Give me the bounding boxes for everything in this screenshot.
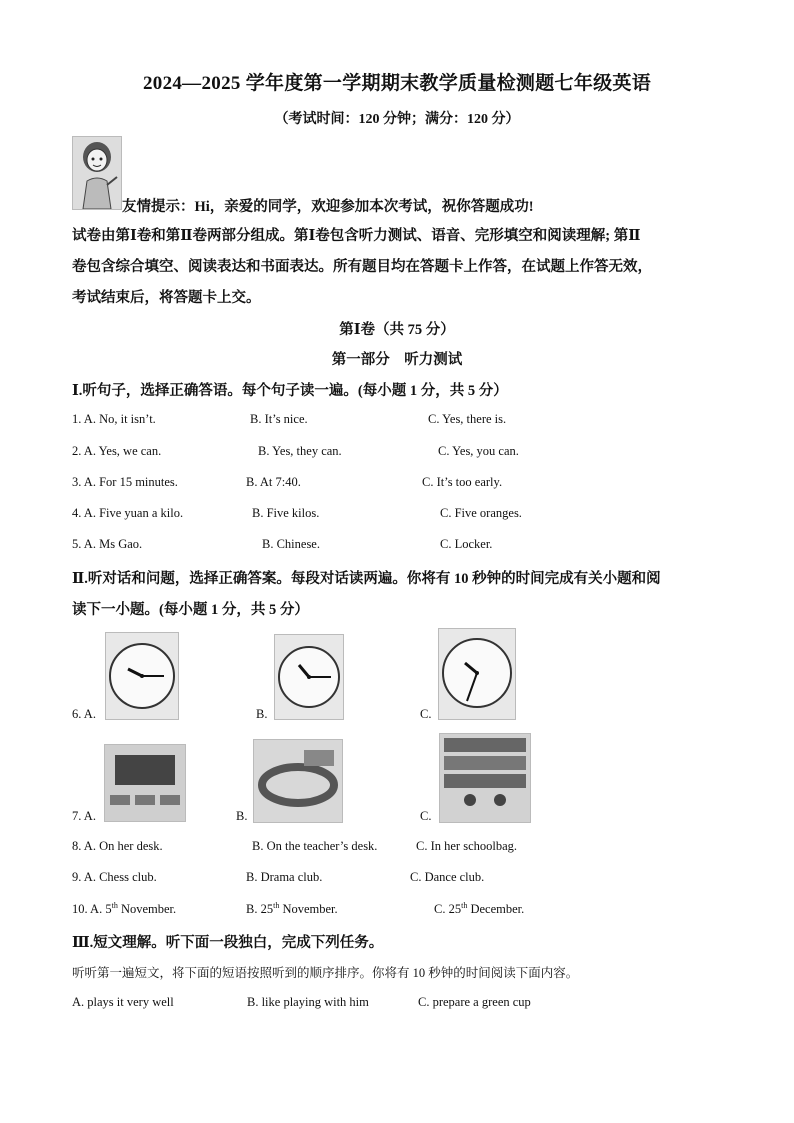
- q8-option-c: C. In her schoolbag.: [416, 839, 518, 853]
- q8-option-a: 8. A. On her desk.: [72, 839, 163, 853]
- phrase-option-a: A. plays it very well: [72, 995, 174, 1009]
- q3-option-b: B. At 7:40.: [246, 475, 301, 489]
- q4-option-a: 4. A. Five yuan a kilo.: [72, 506, 184, 520]
- q4-option-b: B. Five kilos.: [252, 506, 320, 520]
- q2-option-c: C. Yes, you can.: [438, 444, 519, 458]
- q1-option-a: 1. A. No, it isn’t.: [72, 412, 156, 426]
- library-image: [439, 733, 531, 823]
- q7-option-b: B.: [236, 809, 248, 823]
- q10-option-c: C. 25th December.: [434, 901, 525, 917]
- q6-option-a: 6. A.: [72, 707, 96, 721]
- q5-option-a: 5. A. Ms Gao.: [72, 537, 143, 551]
- q3-option-a: 3. A. For 15 minutes.: [72, 475, 178, 489]
- q8-option-b: B. On the teacher’s desk.: [252, 839, 378, 853]
- q10-option-a: 10. A. 5th November.: [72, 901, 177, 917]
- part2-heading-line-2: 读下一小题。(每小题 1 分，共 5 分）: [72, 602, 309, 618]
- part2-heading-line-1: Ⅱ.听对话和问题，选择正确答案。每段对话读两遍。你将有 10 秒钟的时间完成有关小题和阅: [72, 571, 661, 587]
- clock-image-a: [105, 632, 179, 720]
- q3-option-c: C. It’s too early.: [422, 475, 503, 489]
- teacher-cartoon-image: [72, 136, 122, 210]
- q7-option-c: C.: [420, 809, 432, 823]
- q9-option-c: C. Dance club.: [410, 870, 485, 884]
- intro-line-3: 考试结束后，将答题卡上交。: [72, 290, 261, 306]
- intro-line-2: 卷包含综合填空、阅读表达和书面表达。所有题目均在答题卡上作答，在试题上作答无效，: [72, 259, 652, 275]
- q1-option-c: C. Yes, there is.: [428, 412, 507, 426]
- part1-heading: Ⅰ.听句子，选择正确答语。每个句子读一遍。(每小题 1 分，共 5 分）: [72, 383, 508, 399]
- q4-option-c: C. Five oranges.: [440, 506, 522, 520]
- q10-option-b: B. 25th November.: [246, 901, 338, 917]
- q5-option-c: C. Locker.: [440, 537, 493, 551]
- friendly-tip: 友情提示：Hi，亲爱的同学，欢迎参加本次考试，祝你答题成功!: [122, 199, 534, 215]
- clock-image-c: [438, 628, 516, 720]
- q2-option-b: B. Yes, they can.: [258, 444, 342, 458]
- classroom-image: [104, 744, 186, 822]
- part3-heading: Ⅲ.短文理解。听下面一段独白，完成下列任务。: [72, 935, 384, 951]
- phrase-option-b: B. like playing with him: [247, 995, 369, 1009]
- volume-heading: 第Ⅰ卷（共 75 分）: [339, 322, 455, 338]
- q6-option-b: B.: [256, 707, 268, 721]
- intro-line-1: 试卷由第Ⅰ卷和第Ⅱ卷两部分组成。第Ⅰ卷包含听力测试、语音、完形填空和阅读理解; 第Ⅱ: [72, 228, 641, 244]
- playground-image: [253, 739, 343, 823]
- part3-instruction: 听听第一遍短文，将下面的短语按照听到的顺序排序。你将有 10 秒钟的时间阅读下面内容。: [72, 966, 579, 980]
- q2-option-a: 2. A. Yes, we can.: [72, 444, 162, 458]
- part-heading: 第一部分 听力测试: [331, 352, 463, 368]
- exam-subtitle: （考试时间：120 分钟；满分：120 分）: [274, 112, 520, 127]
- q9-option-a: 9. A. Chess club.: [72, 870, 157, 884]
- exam-title: 2024—2025 学年度第一学期期末教学质量检测题七年级英语: [142, 73, 652, 94]
- q5-option-b: B. Chinese.: [262, 537, 320, 551]
- q7-option-a: 7. A.: [72, 809, 96, 823]
- phrase-option-c: C. prepare a green cup: [418, 995, 531, 1009]
- q1-option-b: B. It’s nice.: [250, 412, 308, 426]
- q9-option-b: B. Drama club.: [246, 870, 323, 884]
- clock-image-b: [274, 634, 344, 720]
- q6-option-c: C.: [420, 707, 432, 721]
